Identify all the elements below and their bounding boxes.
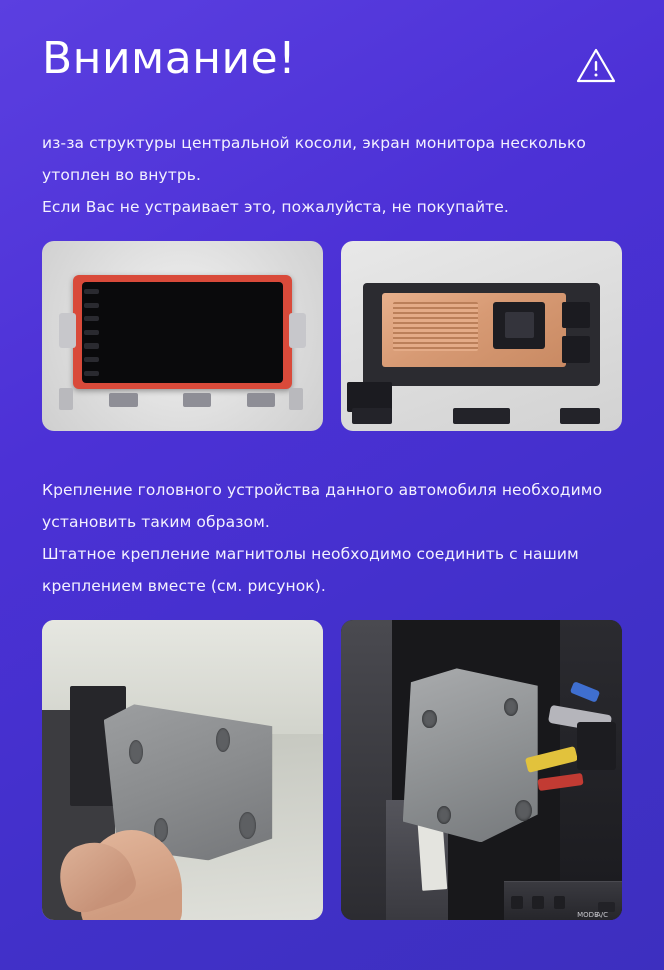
climate-button[interactable] <box>532 896 544 909</box>
warning-line-2: утоплен во внутрь. <box>42 165 202 184</box>
connector-block <box>577 722 616 770</box>
page-title: Внимание! <box>42 33 297 84</box>
connector-block <box>562 336 590 363</box>
bracket-hole <box>239 812 256 839</box>
photo-row-bottom <box>42 620 622 920</box>
climate-control-panel <box>504 881 622 920</box>
climate-button[interactable] <box>511 896 523 909</box>
instruction-line-2: установить таким образом. <box>42 513 270 532</box>
head-unit-front-photo <box>42 241 323 431</box>
warning-line-1: из-за структуры центральной косоли, экран монитора несколько <box>42 134 586 152</box>
mount-ear-left <box>59 313 76 347</box>
mount-foot <box>352 408 391 423</box>
mount-tab <box>183 393 211 406</box>
mount-tab <box>289 388 303 411</box>
climate-button[interactable] <box>554 896 566 909</box>
mount-ear-right <box>289 313 306 347</box>
dash-panel-right <box>560 620 622 920</box>
part-label-sticker <box>417 824 447 892</box>
dash-panel-left <box>341 620 392 920</box>
head-unit-screen <box>82 282 284 382</box>
mount-tab <box>247 393 275 406</box>
warning-triangle-icon <box>576 46 616 86</box>
mode-label: MODE <box>577 910 599 919</box>
photo-row-top <box>42 241 622 431</box>
instruction-line-3: Штатное крепление магнитолы необходимо соединить с нашим <box>42 544 579 563</box>
bracket-hole <box>437 806 451 824</box>
instruction-line-4: креплением вместе (см. рисунок). <box>42 576 326 595</box>
connector-block <box>562 302 590 329</box>
head-unit-side-buttons <box>84 289 99 376</box>
bracket-installed-photo <box>341 620 622 920</box>
head-unit-back-photo <box>341 241 622 431</box>
ac-label: A/C <box>596 910 609 919</box>
mount-foot <box>453 408 509 423</box>
warning-text-block <box>42 128 622 223</box>
mount-foot <box>560 408 599 423</box>
bracket-in-hand-photo <box>42 620 323 920</box>
mount-tab <box>109 393 137 406</box>
mount-tab <box>59 388 73 411</box>
head-unit-bezel <box>73 275 292 389</box>
head-unit-chassis <box>363 283 599 386</box>
bracket-hole <box>422 710 436 728</box>
page-header <box>42 0 622 86</box>
instruction-line-1: Крепление головного устройства данного автомобиля необходимо <box>42 481 603 500</box>
instruction-text-block <box>42 475 622 602</box>
heatsink-chip <box>493 302 545 349</box>
warning-line-3: Если Вас не устраивает это, пожалуйста, не покупайте. <box>42 197 509 216</box>
